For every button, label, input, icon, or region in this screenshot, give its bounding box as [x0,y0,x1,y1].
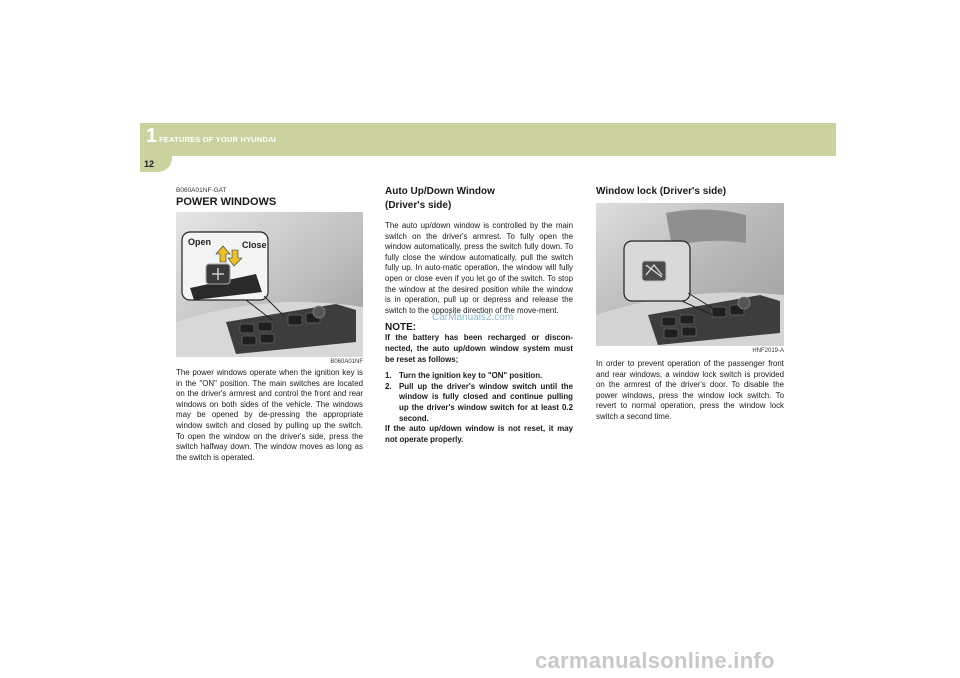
list-item [385,371,573,382]
note-intro: If the battery has been recharged or discon-nected, the auto up/down window system must be reset as follows; [385,333,573,364]
auto-window-description: The auto up/down window is controlled by the main switch on the driver's armrest. To fully open the window automatically, press the switch fully down. To fully close the window automatically, pull the switch fully up. In auto-matic operation, the window will fully open or close even if you let go of the switch. To stop the window at the desired position while the window is in operation, pull up or depress and release the switch to the opposite direction of the move-ment. [385,221,573,315]
window-lock-illustration [596,203,784,346]
chapter-title: FEATURES OF YOUR HYUNDAI [159,135,277,144]
reset-steps-list [385,371,573,424]
window-lock-title: Window lock (Driver's side) [596,186,727,197]
chapter-number: 1 [146,125,158,147]
step-number: 1. [385,371,392,381]
watermark-middle: CarManuals2.com [432,312,514,323]
step-text: Turn the ignition key to "ON" position. [399,371,543,381]
right-column [596,185,784,423]
section-code: B060A01NF-GAT [176,187,227,194]
window-lock-figure [596,203,784,346]
section-title: POWER WINDOWS [176,196,277,208]
power-window-illustration [176,212,363,357]
figure-caption: B060A01NF [330,359,363,365]
power-window-figure [176,212,363,357]
step-number: 2. [385,381,392,391]
window-lock-description: In order to prevent operation of the passenger front and rear windows, a window lock switch is provided on the armrest of the driver's door. To disable the power windows, press the window lock switch. To revert to normal operation, press the window lock switch a second time. [596,359,784,421]
auto-window-title-line2: (Driver's side) [385,200,452,211]
open-label: Open [188,237,212,247]
auto-window-title-line1: Auto Up/Down Window [385,186,495,197]
list-item [385,382,573,424]
note-outro: If the auto up/down window is not reset, it may not operate properly. [385,424,573,444]
power-windows-description: The power windows operate when the ignition key is in the "ON" position. The main switches are located on the driver's armrest and control the front and rear windows on both sides of the vehicle. The windows may be opened by de-pressing the appropriate window switch and closed by pulling up the switch. To open the window on the driver's side, press the switch halfway down. The window moves as long as the switch is operated. [176,368,363,462]
figure-caption: HNF2019-A [752,348,784,354]
left-column [176,187,363,463]
step-text: Pull up the driver's window switch until the window is fully closed and continue pulling up the driver's window switch for at least 0.2 second. [399,381,573,423]
close-label: Close [242,240,267,250]
page-number: 12 [144,159,155,169]
watermark-bottom: carmanualsonline.info [535,648,775,673]
note-title: NOTE: [385,322,417,334]
